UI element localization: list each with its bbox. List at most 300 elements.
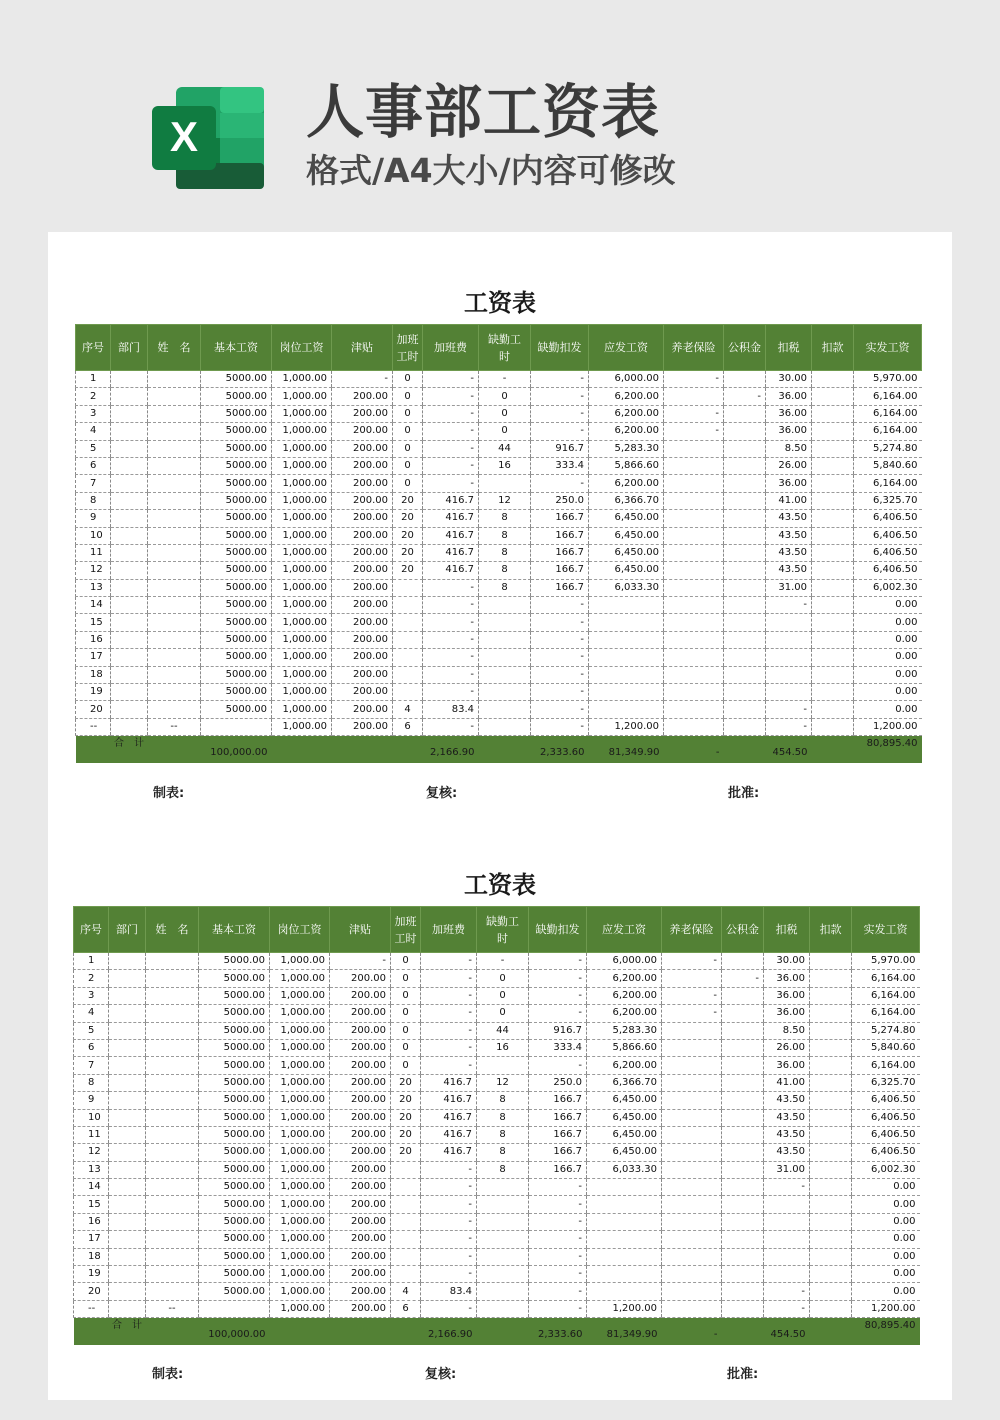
cell-index[interactable]: 9 xyxy=(74,1092,109,1109)
cell-overtime-pay[interactable]: - xyxy=(423,475,479,492)
cell-tax[interactable] xyxy=(764,1213,810,1230)
cell-post-salary[interactable]: 1,000.00 xyxy=(270,1074,330,1091)
cell-absence-hours[interactable] xyxy=(477,1248,529,1265)
cell-deduction[interactable] xyxy=(810,1196,852,1213)
cell-absence-hours[interactable]: 44 xyxy=(477,1022,529,1039)
cell-net-pay[interactable]: 0.00 xyxy=(852,1266,920,1283)
cell-name[interactable] xyxy=(146,1005,199,1022)
cell-net-pay[interactable]: 6,406.50 xyxy=(852,1126,920,1143)
cell-index[interactable]: 4 xyxy=(74,1005,109,1022)
cell-absence-hours[interactable] xyxy=(479,666,531,683)
cell-gross-pay[interactable]: 6,200.00 xyxy=(589,388,664,405)
cell-net-pay[interactable]: 6,164.00 xyxy=(854,405,922,422)
cell-absence-deduction[interactable]: - xyxy=(531,684,589,701)
cell-allowance[interactable]: 200.00 xyxy=(332,666,393,683)
cell-tax[interactable]: 41.00 xyxy=(766,492,812,509)
cell-overtime-hours[interactable]: 4 xyxy=(391,1283,421,1300)
cell-overtime-pay[interactable]: - xyxy=(423,666,479,683)
cell-overtime-pay[interactable]: - xyxy=(423,649,479,666)
cell-gross-pay[interactable] xyxy=(587,1196,662,1213)
cell-gross-pay[interactable]: 6,450.00 xyxy=(589,544,664,561)
cell-absence-hours[interactable] xyxy=(479,684,531,701)
cell-absence-deduction[interactable]: - xyxy=(529,1057,587,1074)
cell-overtime-pay[interactable]: 416.7 xyxy=(421,1092,477,1109)
cell-gross-pay[interactable]: 6,366.70 xyxy=(587,1074,662,1091)
cell-tax[interactable] xyxy=(766,614,812,631)
cell-overtime-hours[interactable]: 0 xyxy=(393,423,423,440)
cell-tax[interactable] xyxy=(766,666,812,683)
cell-overtime-hours[interactable]: 20 xyxy=(391,1126,421,1143)
cell-pension[interactable] xyxy=(664,475,724,492)
cell-tax[interactable]: 36.00 xyxy=(766,405,812,422)
cell-net-pay[interactable]: 6,325.70 xyxy=(852,1074,920,1091)
cell-base-salary[interactable]: 5000.00 xyxy=(199,1196,270,1213)
cell-post-salary[interactable]: 1,000.00 xyxy=(272,371,332,388)
cell-name[interactable] xyxy=(146,1248,199,1265)
cell-allowance[interactable]: 200.00 xyxy=(332,492,393,509)
cell-absence-deduction[interactable]: - xyxy=(529,1283,587,1300)
cell-tax[interactable]: 36.00 xyxy=(766,423,812,440)
cell-name[interactable] xyxy=(148,492,201,509)
cell-department[interactable] xyxy=(109,1109,146,1126)
cell-absence-hours[interactable] xyxy=(477,1266,529,1283)
cell-post-salary[interactable]: 1,000.00 xyxy=(272,666,332,683)
cell-overtime-hours[interactable]: 0 xyxy=(391,970,421,987)
cell-absence-hours[interactable]: 8 xyxy=(479,510,531,527)
cell-index[interactable]: 3 xyxy=(76,405,111,422)
cell-tax[interactable] xyxy=(764,1266,810,1283)
cell-deduction[interactable] xyxy=(812,614,854,631)
cell-pension[interactable] xyxy=(662,1039,722,1056)
cell-post-salary[interactable]: 1,000.00 xyxy=(272,405,332,422)
cell-absence-deduction[interactable]: - xyxy=(529,1179,587,1196)
cell-absence-hours[interactable]: 16 xyxy=(479,457,531,474)
cell-tax[interactable]: 43.50 xyxy=(766,562,812,579)
cell-gross-pay[interactable]: 6,033.30 xyxy=(587,1161,662,1178)
cell-name[interactable] xyxy=(148,527,201,544)
cell-base-salary[interactable]: 5000.00 xyxy=(201,475,272,492)
cell-overtime-pay[interactable]: - xyxy=(423,579,479,596)
cell-tax[interactable]: - xyxy=(764,1300,810,1317)
cell-index[interactable]: 13 xyxy=(76,579,111,596)
cell-index[interactable]: 14 xyxy=(76,597,111,614)
cell-index[interactable]: 8 xyxy=(76,492,111,509)
cell-absence-hours[interactable] xyxy=(479,649,531,666)
cell-allowance[interactable]: 200.00 xyxy=(332,544,393,561)
cell-base-salary[interactable]: 5000.00 xyxy=(199,970,270,987)
cell-post-salary[interactable]: 1,000.00 xyxy=(270,1283,330,1300)
cell-housing-fund[interactable] xyxy=(722,1005,764,1022)
cell-net-pay[interactable]: 6,406.50 xyxy=(854,510,922,527)
cell-absence-hours[interactable]: - xyxy=(479,371,531,388)
cell-absence-hours[interactable]: 8 xyxy=(477,1126,529,1143)
cell-base-salary[interactable]: 5000.00 xyxy=(201,405,272,422)
cell-tax[interactable]: 31.00 xyxy=(766,579,812,596)
cell-housing-fund[interactable] xyxy=(722,1231,764,1248)
cell-name[interactable]: -- xyxy=(148,718,201,735)
cell-overtime-hours[interactable]: 20 xyxy=(391,1092,421,1109)
cell-net-pay[interactable]: 0.00 xyxy=(852,1283,920,1300)
cell-absence-deduction[interactable]: 166.7 xyxy=(529,1161,587,1178)
cell-absence-deduction[interactable]: - xyxy=(529,1213,587,1230)
cell-index[interactable]: 18 xyxy=(74,1248,109,1265)
cell-gross-pay[interactable] xyxy=(589,684,664,701)
cell-name[interactable] xyxy=(146,987,199,1004)
cell-absence-deduction[interactable]: - xyxy=(529,953,587,970)
cell-overtime-pay[interactable]: - xyxy=(421,1266,477,1283)
cell-name[interactable]: -- xyxy=(146,1300,199,1317)
cell-deduction[interactable] xyxy=(810,1074,852,1091)
cell-base-salary[interactable]: 5000.00 xyxy=(201,492,272,509)
cell-pension[interactable] xyxy=(662,1266,722,1283)
cell-name[interactable] xyxy=(148,510,201,527)
cell-allowance[interactable]: 200.00 xyxy=(332,579,393,596)
cell-overtime-pay[interactable]: - xyxy=(423,718,479,735)
cell-overtime-hours[interactable]: 20 xyxy=(393,544,423,561)
cell-base-salary[interactable]: 5000.00 xyxy=(199,1266,270,1283)
cell-deduction[interactable] xyxy=(812,423,854,440)
cell-index[interactable]: 4 xyxy=(76,423,111,440)
cell-gross-pay[interactable]: 6,450.00 xyxy=(589,562,664,579)
cell-deduction[interactable] xyxy=(810,1005,852,1022)
cell-base-salary[interactable]: 5000.00 xyxy=(199,1248,270,1265)
cell-pension[interactable] xyxy=(664,684,724,701)
cell-overtime-hours[interactable]: 0 xyxy=(393,371,423,388)
cell-base-salary[interactable]: 5000.00 xyxy=(201,579,272,596)
cell-net-pay[interactable]: 0.00 xyxy=(852,1179,920,1196)
cell-absence-hours[interactable] xyxy=(479,701,531,718)
cell-housing-fund[interactable] xyxy=(722,953,764,970)
cell-name[interactable] xyxy=(146,1231,199,1248)
cell-department[interactable] xyxy=(109,1213,146,1230)
cell-allowance[interactable]: 200.00 xyxy=(332,527,393,544)
cell-overtime-hours[interactable]: 0 xyxy=(391,1005,421,1022)
cell-net-pay[interactable]: 6,406.50 xyxy=(852,1144,920,1161)
cell-allowance[interactable]: 200.00 xyxy=(330,1022,391,1039)
cell-overtime-pay[interactable]: - xyxy=(421,1300,477,1317)
cell-net-pay[interactable]: 0.00 xyxy=(854,614,922,631)
cell-housing-fund[interactable]: - xyxy=(724,388,766,405)
cell-department[interactable] xyxy=(111,631,148,648)
cell-overtime-pay[interactable]: - xyxy=(421,1022,477,1039)
cell-absence-hours[interactable]: 0 xyxy=(479,388,531,405)
cell-allowance[interactable]: 200.00 xyxy=(330,1057,391,1074)
cell-department[interactable] xyxy=(109,1074,146,1091)
cell-department[interactable] xyxy=(109,953,146,970)
cell-overtime-pay[interactable]: - xyxy=(423,684,479,701)
cell-absence-hours[interactable] xyxy=(479,475,531,492)
cell-overtime-hours[interactable]: 0 xyxy=(393,440,423,457)
cell-net-pay[interactable]: 6,164.00 xyxy=(854,423,922,440)
cell-base-salary[interactable]: 5000.00 xyxy=(199,1005,270,1022)
cell-gross-pay[interactable]: 1,200.00 xyxy=(589,718,664,735)
cell-base-salary[interactable]: 5000.00 xyxy=(201,510,272,527)
cell-net-pay[interactable]: 6,164.00 xyxy=(852,970,920,987)
cell-overtime-hours[interactable] xyxy=(393,614,423,631)
cell-allowance[interactable]: 200.00 xyxy=(330,1196,391,1213)
cell-absence-hours[interactable]: 8 xyxy=(479,579,531,596)
cell-post-salary[interactable]: 1,000.00 xyxy=(272,510,332,527)
cell-absence-deduction[interactable]: 250.0 xyxy=(531,492,589,509)
cell-name[interactable] xyxy=(148,562,201,579)
cell-post-salary[interactable]: 1,000.00 xyxy=(272,562,332,579)
cell-allowance[interactable]: 200.00 xyxy=(332,701,393,718)
cell-base-salary[interactable]: 5000.00 xyxy=(201,701,272,718)
cell-tax[interactable] xyxy=(766,649,812,666)
cell-post-salary[interactable]: 1,000.00 xyxy=(272,597,332,614)
cell-overtime-hours[interactable] xyxy=(393,579,423,596)
cell-housing-fund[interactable] xyxy=(724,371,766,388)
cell-allowance[interactable]: 200.00 xyxy=(332,440,393,457)
cell-deduction[interactable] xyxy=(812,405,854,422)
cell-overtime-hours[interactable]: 20 xyxy=(391,1074,421,1091)
cell-pension[interactable] xyxy=(662,1109,722,1126)
cell-base-salary[interactable]: 5000.00 xyxy=(201,649,272,666)
cell-overtime-hours[interactable] xyxy=(391,1179,421,1196)
cell-allowance[interactable]: 200.00 xyxy=(330,1248,391,1265)
cell-absence-hours[interactable]: 44 xyxy=(479,440,531,457)
cell-absence-deduction[interactable]: - xyxy=(529,987,587,1004)
cell-pension[interactable] xyxy=(664,701,724,718)
cell-post-salary[interactable]: 1,000.00 xyxy=(270,1213,330,1230)
cell-index[interactable]: 10 xyxy=(74,1109,109,1126)
cell-tax[interactable]: 43.50 xyxy=(766,544,812,561)
cell-deduction[interactable] xyxy=(812,631,854,648)
cell-department[interactable] xyxy=(111,371,148,388)
cell-post-salary[interactable]: 1,000.00 xyxy=(272,701,332,718)
cell-absence-hours[interactable]: 16 xyxy=(477,1039,529,1056)
cell-gross-pay[interactable] xyxy=(587,1179,662,1196)
cell-deduction[interactable] xyxy=(812,388,854,405)
cell-tax[interactable]: 43.50 xyxy=(764,1144,810,1161)
cell-tax[interactable]: 43.50 xyxy=(764,1109,810,1126)
cell-base-salary[interactable]: 5000.00 xyxy=(201,631,272,648)
cell-post-salary[interactable]: 1,000.00 xyxy=(270,1161,330,1178)
cell-overtime-pay[interactable]: - xyxy=(421,1248,477,1265)
cell-index[interactable]: -- xyxy=(76,718,111,735)
cell-gross-pay[interactable] xyxy=(587,1213,662,1230)
cell-deduction[interactable] xyxy=(810,953,852,970)
cell-absence-deduction[interactable]: - xyxy=(531,701,589,718)
cell-absence-deduction[interactable]: - xyxy=(529,1266,587,1283)
cell-department[interactable] xyxy=(111,457,148,474)
cell-tax[interactable]: 8.50 xyxy=(766,440,812,457)
cell-department[interactable] xyxy=(111,440,148,457)
cell-index[interactable]: 11 xyxy=(74,1126,109,1143)
cell-name[interactable] xyxy=(148,684,201,701)
cell-overtime-hours[interactable] xyxy=(391,1196,421,1213)
cell-deduction[interactable] xyxy=(810,987,852,1004)
cell-gross-pay[interactable]: 1,200.00 xyxy=(587,1300,662,1317)
cell-overtime-pay[interactable]: - xyxy=(421,1231,477,1248)
cell-housing-fund[interactable] xyxy=(722,1022,764,1039)
cell-absence-deduction[interactable]: - xyxy=(531,649,589,666)
cell-tax[interactable]: 36.00 xyxy=(764,1005,810,1022)
cell-index[interactable]: -- xyxy=(74,1300,109,1317)
cell-absence-deduction[interactable]: - xyxy=(531,423,589,440)
cell-housing-fund[interactable] xyxy=(722,1039,764,1056)
cell-index[interactable]: 6 xyxy=(76,457,111,474)
cell-housing-fund[interactable] xyxy=(722,1196,764,1213)
cell-overtime-hours[interactable] xyxy=(391,1213,421,1230)
cell-post-salary[interactable]: 1,000.00 xyxy=(272,457,332,474)
cell-overtime-pay[interactable]: 83.4 xyxy=(421,1283,477,1300)
cell-pension[interactable] xyxy=(664,510,724,527)
cell-net-pay[interactable]: 0.00 xyxy=(854,666,922,683)
cell-housing-fund[interactable] xyxy=(722,1161,764,1178)
cell-pension[interactable]: - xyxy=(664,405,724,422)
cell-tax[interactable]: 43.50 xyxy=(766,510,812,527)
cell-overtime-pay[interactable]: 416.7 xyxy=(421,1144,477,1161)
cell-gross-pay[interactable] xyxy=(587,1248,662,1265)
cell-gross-pay[interactable]: 5,283.30 xyxy=(587,1022,662,1039)
cell-allowance[interactable]: 200.00 xyxy=(330,1109,391,1126)
cell-post-salary[interactable]: 1,000.00 xyxy=(272,579,332,596)
cell-base-salary[interactable]: 5000.00 xyxy=(199,1022,270,1039)
cell-department[interactable] xyxy=(111,405,148,422)
cell-base-salary[interactable]: 5000.00 xyxy=(201,597,272,614)
cell-post-salary[interactable]: 1,000.00 xyxy=(272,475,332,492)
cell-deduction[interactable] xyxy=(810,1109,852,1126)
cell-absence-hours[interactable] xyxy=(479,614,531,631)
cell-absence-hours[interactable]: 12 xyxy=(479,492,531,509)
cell-net-pay[interactable]: 6,325.70 xyxy=(854,492,922,509)
cell-deduction[interactable] xyxy=(812,666,854,683)
cell-post-salary[interactable]: 1,000.00 xyxy=(272,423,332,440)
cell-overtime-pay[interactable]: - xyxy=(421,1196,477,1213)
cell-index[interactable]: 8 xyxy=(74,1074,109,1091)
cell-post-salary[interactable]: 1,000.00 xyxy=(270,970,330,987)
cell-absence-hours[interactable]: 8 xyxy=(477,1161,529,1178)
cell-base-salary[interactable]: 5000.00 xyxy=(201,457,272,474)
cell-pension[interactable] xyxy=(664,718,724,735)
cell-deduction[interactable] xyxy=(810,1092,852,1109)
cell-net-pay[interactable]: 5,840.60 xyxy=(854,457,922,474)
cell-housing-fund[interactable] xyxy=(722,1057,764,1074)
cell-absence-hours[interactable] xyxy=(477,1196,529,1213)
cell-deduction[interactable] xyxy=(812,684,854,701)
cell-net-pay[interactable]: 1,200.00 xyxy=(854,718,922,735)
cell-pension[interactable] xyxy=(662,1300,722,1317)
cell-overtime-hours[interactable] xyxy=(391,1161,421,1178)
cell-pension[interactable] xyxy=(662,1092,722,1109)
cell-overtime-pay[interactable]: - xyxy=(421,1161,477,1178)
cell-base-salary[interactable]: 5000.00 xyxy=(201,562,272,579)
cell-overtime-hours[interactable] xyxy=(391,1231,421,1248)
cell-name[interactable] xyxy=(146,1161,199,1178)
cell-overtime-hours[interactable]: 20 xyxy=(391,1109,421,1126)
cell-tax[interactable]: 8.50 xyxy=(764,1022,810,1039)
cell-name[interactable] xyxy=(146,1057,199,1074)
cell-overtime-pay[interactable]: - xyxy=(423,631,479,648)
cell-pension[interactable] xyxy=(664,631,724,648)
cell-base-salary[interactable]: 5000.00 xyxy=(199,1213,270,1230)
cell-post-salary[interactable]: 1,000.00 xyxy=(272,649,332,666)
cell-department[interactable] xyxy=(111,475,148,492)
cell-base-salary[interactable]: 5000.00 xyxy=(199,1179,270,1196)
cell-pension[interactable] xyxy=(664,492,724,509)
cell-pension[interactable] xyxy=(664,579,724,596)
cell-housing-fund[interactable] xyxy=(724,597,766,614)
cell-tax[interactable] xyxy=(766,684,812,701)
cell-overtime-pay[interactable]: - xyxy=(423,423,479,440)
cell-housing-fund[interactable] xyxy=(724,718,766,735)
cell-allowance[interactable]: 200.00 xyxy=(332,597,393,614)
cell-name[interactable] xyxy=(148,701,201,718)
cell-base-salary[interactable]: 5000.00 xyxy=(199,1039,270,1056)
cell-pension[interactable] xyxy=(664,649,724,666)
cell-index[interactable]: 10 xyxy=(76,527,111,544)
cell-absence-deduction[interactable]: 166.7 xyxy=(529,1144,587,1161)
cell-base-salary[interactable]: 5000.00 xyxy=(199,1161,270,1178)
cell-housing-fund[interactable] xyxy=(722,1074,764,1091)
cell-pension[interactable] xyxy=(662,970,722,987)
cell-name[interactable] xyxy=(148,544,201,561)
cell-overtime-pay[interactable]: 416.7 xyxy=(423,527,479,544)
cell-index[interactable]: 2 xyxy=(76,388,111,405)
cell-allowance[interactable]: 200.00 xyxy=(330,1005,391,1022)
cell-net-pay[interactable]: 6,002.30 xyxy=(854,579,922,596)
cell-index[interactable]: 12 xyxy=(76,562,111,579)
cell-allowance[interactable]: 200.00 xyxy=(330,1144,391,1161)
cell-name[interactable] xyxy=(146,953,199,970)
cell-base-salary[interactable]: 5000.00 xyxy=(201,388,272,405)
cell-allowance[interactable]: 200.00 xyxy=(332,562,393,579)
cell-housing-fund[interactable] xyxy=(724,475,766,492)
cell-base-salary[interactable]: 5000.00 xyxy=(201,614,272,631)
cell-pension[interactable] xyxy=(662,1231,722,1248)
cell-index[interactable]: 12 xyxy=(74,1144,109,1161)
cell-department[interactable] xyxy=(109,1039,146,1056)
cell-housing-fund[interactable] xyxy=(724,684,766,701)
cell-housing-fund[interactable] xyxy=(724,440,766,457)
cell-absence-deduction[interactable]: 166.7 xyxy=(531,510,589,527)
cell-base-salary[interactable]: 5000.00 xyxy=(199,1074,270,1091)
cell-base-salary[interactable]: 5000.00 xyxy=(199,1057,270,1074)
cell-deduction[interactable] xyxy=(810,1126,852,1143)
cell-name[interactable] xyxy=(146,1109,199,1126)
cell-pension[interactable] xyxy=(664,562,724,579)
cell-index[interactable]: 1 xyxy=(74,953,109,970)
cell-housing-fund[interactable] xyxy=(722,1144,764,1161)
cell-gross-pay[interactable] xyxy=(587,1283,662,1300)
cell-name[interactable] xyxy=(146,970,199,987)
cell-absence-deduction[interactable]: 166.7 xyxy=(531,562,589,579)
cell-name[interactable] xyxy=(148,371,201,388)
cell-gross-pay[interactable] xyxy=(589,631,664,648)
cell-overtime-hours[interactable]: 6 xyxy=(391,1300,421,1317)
cell-index[interactable]: 15 xyxy=(74,1196,109,1213)
cell-base-salary[interactable]: 5000.00 xyxy=(201,371,272,388)
cell-absence-deduction[interactable]: - xyxy=(529,1005,587,1022)
cell-absence-deduction[interactable]: - xyxy=(531,475,589,492)
cell-department[interactable] xyxy=(111,562,148,579)
cell-absence-deduction[interactable]: 166.7 xyxy=(531,579,589,596)
cell-name[interactable] xyxy=(146,1039,199,1056)
cell-name[interactable] xyxy=(146,1126,199,1143)
cell-housing-fund[interactable] xyxy=(722,1126,764,1143)
cell-overtime-pay[interactable]: 83.4 xyxy=(423,701,479,718)
cell-department[interactable] xyxy=(109,1126,146,1143)
cell-name[interactable] xyxy=(148,388,201,405)
cell-pension[interactable] xyxy=(662,1179,722,1196)
cell-tax[interactable] xyxy=(764,1196,810,1213)
cell-tax[interactable]: 36.00 xyxy=(764,970,810,987)
cell-overtime-hours[interactable]: 4 xyxy=(393,701,423,718)
cell-tax[interactable]: - xyxy=(766,718,812,735)
cell-overtime-pay[interactable]: - xyxy=(421,1057,477,1074)
cell-allowance[interactable]: 200.00 xyxy=(330,1266,391,1283)
